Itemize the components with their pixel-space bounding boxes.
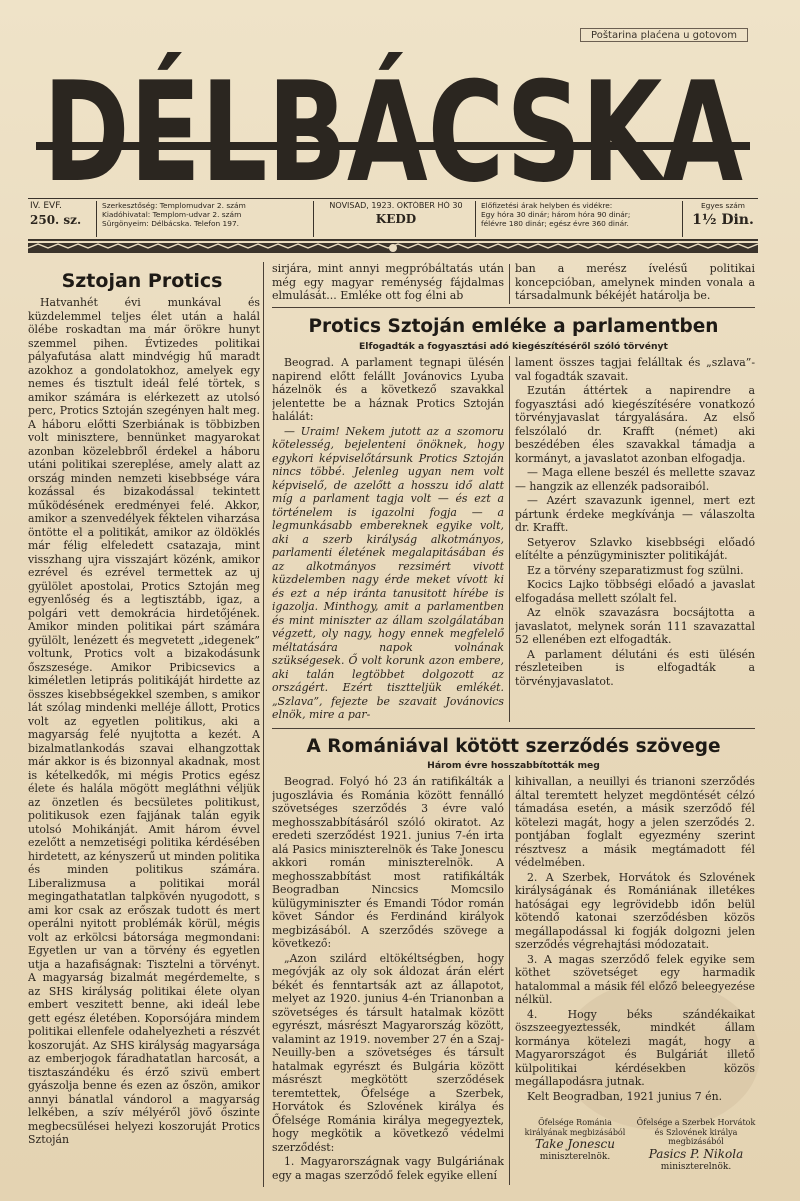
signature-title: miniszterelnök.	[539, 1152, 611, 1162]
left-article-title: Sztojan Protics	[61, 270, 223, 292]
postage-note: Poštarina plaćena u gotovom	[580, 28, 748, 42]
article1-col2	[515, 356, 755, 724]
article1-paragraph: Ez a törvény szeparatizmust fog szülni.	[527, 563, 744, 577]
signature-shs	[636, 1118, 756, 1173]
volume: IV. ÉVF.	[30, 201, 62, 211]
article1-title: Protics Sztoján emléke a parlamentben	[308, 316, 719, 337]
editorial-line: Sürgönyeim: Délbácska. Telefon 197.	[102, 219, 240, 228]
article2-paragraph: 2. A Szerbek, Horvátok és Szlovének királyságának és Romániának illetékes hatóságai egy legrövidebb időn belül kötendő katonai szerződésben közös megállapodással ki fogják dolgozni jelen szerződés végrehajtási módozatait.	[515, 870, 755, 951]
editorial-cell	[96, 201, 311, 237]
continuation-right	[515, 262, 755, 304]
article2-subtitle: Három évre hosszabbították meg	[427, 760, 600, 771]
date-cell	[313, 201, 473, 237]
article1-paragraph: — Azért szavazunk igennel, mert ezt pártunk érdeke megkívánja — válaszolta dr. Krafft.	[515, 494, 755, 534]
masthead	[28, 40, 758, 200]
subscription-line: Egy hóra 30 dinár; három hóra 90 dinár;	[481, 210, 631, 219]
article1-paragraph: Az elnök szavazásra bocsájtotta a javaslatot, melynek során 111 szavazattal 52 ellenében ezt elfogadták.	[515, 606, 755, 646]
column-rule	[509, 264, 510, 304]
signature-title: miniszterelnök.	[660, 1161, 732, 1172]
article2-paragraph: Beograd. Folyó hó 23 án ratifikálták a jugoszlávia és Románia között fennálló szövetséges szerződés 3 évre való meghosszabbításáról szóló okiratot. Az eredeti szerződést 1921. junius 7-én irta alá Pasics miniszterelnök és Take Jonescu akkori román miniszterelnök. A meghosszabbítást most ratifikálták Beogradban Nincsics Momcsilo külügyminiszter és Emandi Tódor román követ Sándor és Ferdinánd királyok megbizásából. A szerződés szövege a következő:	[272, 775, 504, 950]
article1-quote: — Uraim! Nekem jutott az a szomoru kötelesség, bejelenteni önöknek, hogy egykori képviselőtársunk Protics Sztoján nincs többé. Jelenleg ugyan nem volt képviselő, de azelőtt a hosszu idő alatt míg a parlament tagja volt — és ezt a történelem is igazolni fogja — a legmunkásabb embereknek egyike volt, aki a szerb királyság alkotmányos, parlamenti életének megalapitásában és az alkotmányos rezsimért vivott küzdelemben nagy érde meket vívott ki és ezt a nép iránta tanusitott hírébe is igazolja. Minthogy, amit a parlamentben és mint miniszter az állam szolgálatában végzett, oly nagy, hogy ennek megfelelő méltatására napok volnának szükségesek. Ő volt korunk azon embere, aki talán legtöbbet dolgozott az országért. Ezért tisztteljük emlékét. „Szlava”, fejezte be szavait Jovánovics elnök, mire a par-	[272, 424, 504, 721]
left-article-body	[28, 296, 260, 1186]
article2-paragraph: 3. A magas szerződő felek egyike sem köthet szövetséget egy harmadik hatalommal a másik fél előző beleegyezése nélkül.	[515, 952, 755, 1006]
price-label: Egyes szám	[701, 201, 745, 210]
price: 1½ Din.	[692, 212, 754, 228]
signature-name: Pasics P. Nikola	[648, 1146, 744, 1161]
signature-role: Őfelsége Románia királyának megbizásából	[524, 1118, 626, 1137]
article2-paragraph: kihivallan, a neuillyi és trianoni szerződés által teremtett helyzet megdöntését célzó támadása esetén, a másik szerződő fél kötelezi magát, hogy a jelen szerződés 2. pontjában foglalt egyezmény szerint résztvesz a másik megtámadott fél védelmében.	[515, 775, 755, 869]
masthead-title: DÉLBÁCSKA	[43, 52, 744, 200]
continuation-left	[272, 262, 504, 304]
article1-col1	[272, 356, 504, 724]
subscription-line: félévre 180 dinár; egész évre 360 dinár.	[481, 219, 629, 228]
article1-paragraph: Beograd. A parlament tegnapi ülésén napirend előtt felállt Jovánovics Lyuba házelnök és a következő szavakkal jelentette be a háznak Protics Sztoján halálát:	[272, 356, 504, 423]
editorial-line: Kiadóhivatal: Templom-udvar 2. szám	[102, 210, 242, 219]
article2-paragraph: 4. Hogy béks szándékaikat öszszeegyeztessék, mindkét állam kormánya kötelezi magát, hogy a Magyarországot és Bulgáriát illető külpolitikai kérdésekben közös megállapodásra jutnak.	[515, 1007, 755, 1088]
subscription-line: Előfizetési árak helyben és vidékre:	[481, 201, 613, 210]
article2-col1	[272, 775, 504, 1187]
info-bar	[28, 198, 758, 241]
column-rule	[509, 356, 510, 722]
article2-col2	[515, 775, 755, 1113]
issue-number: 250. sz.	[30, 213, 82, 227]
article2-paragraph: „Azon szilárd eltökéltségben, hogy megóvják az oly sok áldozat árán elért békét és fenntartsák azt az állapotot, melyet az 1920. junius 4-én Trianonban a szövetséges és társult hatalmak között egyrészt, másrészt Magyarország között, valamint az 1919. november 27 én a Szaj-Neuilly-ben a szövetséges és társult hatalmak egyrészt és Bulgária között másrészt megkötött szerződések teremtettek, Őfelsége a Szerbek, Horvátok és Szlovének királya és Őfelsége Románia királya megegyeztek, hogy megkötik a következő védelmi szerződést:	[272, 951, 504, 1154]
editorial-line: Szerkesztőség: Templomudvar 2. szám	[102, 201, 246, 210]
ornamental-border	[28, 240, 758, 256]
signature-romania	[516, 1118, 634, 1163]
article1-paragraph: A parlament délutáni és esti ülésén részleteiben is elfogadták a törvényjavaslatot.	[515, 647, 755, 688]
article2-paragraph: Kelt Beogradban, 1921 junius 7 én.	[527, 1089, 723, 1103]
left-article-paragraph: Hatvanhét évi munkával és küzdelemmel teljes élet után a halál ölébe roskadtan ma már örökre hunyt szemmel pihen. Évtizedes politikai pályafutása alatt mindvégig hű maradt azokhoz a gondolatokhoz, amelyek egy nemes és tisztult ideál felé törtek, s amikor számára is elérkezett az utolsó perc, Protics Sztoján szegényen halt meg. A háboru előtti Szerbiának is többizben volt minisztere, bennünket magyarokat azonban közelebbről érdekel a háboru utáni politikai szereplése, amely alatt az ország minden nemzeti kisebbsége vára kozással és bizakodással tekintett működésének eredményei felé. Akkor, amikor a szenvedélyek féktelen viharzása öntötte el a politikát, amikor az öldöklés már félig elfeledett csatazaja, mint visszhang ujra visszajárt közénk, amikor ezrével és ezrével termettek az uj gyülölet apostolai, Protics Sztoján meg egyenlőség és a legtisztább, igaz, a polgári vett demokrácia hirdetőjének. Amikor minden politikai párt számára gyülölt, lenézett és megvetett „idegenek” voltunk, Protics volt a bizakodásunk őszszesége. Amikor Pribicsevics a kiméletlen letiprás politikáját hirdette az összes kisebbségekkel szemben, s amikor lát szólag mindenki melléje állott, Protics volt az egyetlen politikus, aki a magyarság felé nyujtotta a kezét. A bizalmatlankodás szavai elhangzottak már akkor is és bizonnyal akadnak, most is kételkedők, mi mégis Protics egész élete és halála mögött megláthni véljük az önzetlen és becsületes politikust, politikusok ezen fajjának talán egyik utolsó Mohikánját. Amit három évvel ezelőtt a nemzetiségi politika kérdésében hirdetett, az kényszerű ut minden politika és minden politikus számára. Liberalizmusa a politikai morál megingathatatlan talpkövén nyugodott, s ami kor csak az erőszak tudott és mert operálni nyitott problémák körül, mégis volt az erkölcsi bátorsága megmondani: Egyetlen ur van a törvény és egyetlen utja a hazafiságnak: Tisztelni a törvényt. A magyarság bizalmát megérdemelte, s az SHS királyság politikai élete olyan embert veszitett benne, aki ideál lebe gett egész életében. Koporsójára mindem politikai ellenfele odahelyezheti a részvét koszoruját. Az SHS királyság magyarsága az emberjogok fáradhatatlan harcosát, a tisztaszándéku és érző szivü embert gyászolja benne és ezen az őszön, amikor annyi bánatlal vándorol a magyarság lelkében, a szív mélyéről jövő őszinte megbecsülései helyezi koszoruját Protics Sztoján	[28, 296, 260, 1146]
date-line: NOVISAD, 1923. OKTÓBER HÓ 30	[329, 201, 463, 210]
masthead-logo	[28, 40, 758, 200]
volume-cell	[30, 201, 94, 237]
section-rule	[272, 728, 755, 729]
article1-paragraph: Kocics Lajko többségi előadó a javaslat elfogadása mellett szólalt fel.	[515, 578, 755, 605]
continuation-text: sirjára, mint annyi megpróbáltatás után még egy magyar reménység fájdalmas elmulását... Emléke ott fog élni ab	[272, 262, 504, 302]
column-rule	[263, 262, 264, 1187]
article1-paragraph: — Maga ellene beszél és mellette szavaz — hangzik az ellenzék padsoraiból.	[515, 466, 755, 493]
article1-paragraph: Ezután áttértek a napirendre a fogyasztási adó kiegészítésére vonatkozó törvényjavaslat tárgyalására. Az első felszólaló dr. Krafft (német) aki beszédében éles szavakkal támadja a kormányt, a javaslatot azonban elfogadja.	[515, 384, 755, 465]
section-rule	[272, 307, 755, 308]
continuation-text: ban a merész ívelésű politikai koncepcióban, amelynek minden vonala a társadalmunk békéjét határolja be.	[515, 262, 755, 302]
column-rule	[509, 775, 510, 1185]
article1-paragraph: Setyerov Szlavko kisebbségi előadó elítélte a pénzügyminiszter politikáját.	[515, 535, 755, 562]
signature-role: Őfelsége a Szerbek Horvátok és Szlovének királya megbizásából	[636, 1118, 756, 1146]
article2-paragraph: 1. Magyarországnak vagy Bulgáriának egy a magas szerződő felek egyike ellení	[272, 1155, 504, 1182]
signature-name: Take Jonescu	[535, 1137, 615, 1151]
subscription-cell	[475, 201, 680, 237]
weekday: KEDD	[375, 212, 417, 226]
article2-title: A Romániával kötött szerződés szövege	[306, 736, 721, 757]
price-cell	[682, 201, 758, 237]
article1-subtitle: Elfogadták a fogyasztási adó kiegészítéséről szóló törvényt	[359, 341, 668, 352]
article1-paragraph: lament összes tagjai felálltak és „szlava”-val fogadták szavait.	[515, 356, 755, 383]
